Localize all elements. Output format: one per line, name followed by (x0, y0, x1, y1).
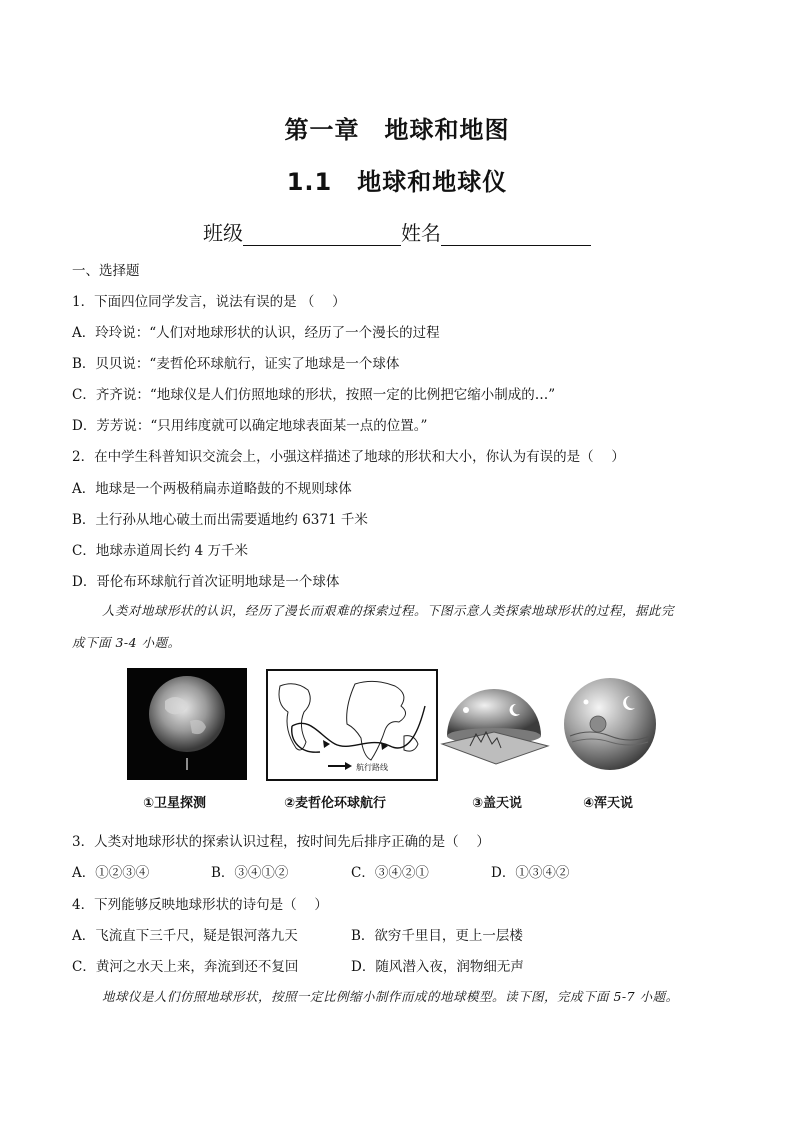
q4-option-d[interactable]: D．随风潜入夜，润物细无声 (351, 959, 524, 975)
q2-option-b[interactable]: B．土行孙从地心破土而出需要遁地约 6371 千米 (72, 512, 368, 528)
section-label: 一、选择题 (72, 263, 140, 279)
class-label: 班级 (203, 221, 243, 245)
q1-option-d[interactable]: D．芳芳说：“只用纬度就可以确定地球表面某一点的位置。” (72, 418, 428, 434)
q4-option-c[interactable]: C．黄河之水天上来，奔流到还不复回 (72, 959, 299, 975)
q2-option-d[interactable]: D．哥伦布环球航行首次证明地球是一个球体 (72, 574, 340, 590)
q4-option-a[interactable]: A．飞流直下三千尺，疑是银河落九天 (72, 928, 298, 944)
q2-option-c[interactable]: C．地球赤道周长约 4 万千米 (72, 543, 249, 559)
intro-3-4-line2: 成下面 3-4 小题。 (72, 635, 181, 650)
q1-option-b[interactable]: B．贝贝说：“麦哲伦环球航行，证实了地球是一个球体 (72, 356, 400, 372)
name-blank[interactable] (441, 223, 591, 246)
q1-stem: 1．下面四位同学发言，说法有误的是 （ ） (72, 294, 346, 310)
caption-armillary: ④浑天说 (583, 796, 634, 811)
satellite-earth-image (127, 668, 247, 780)
chapter-title: 第一章 地球和地图 (284, 116, 510, 144)
class-blank[interactable] (243, 223, 401, 246)
magellan-route-map (267, 670, 437, 780)
q2-stem: 2．在中学生科普知识交流会上，小强这样描述了地球的形状和大小，你认为有误的是（ ） (72, 449, 625, 465)
map-legend-label: 航行路线 (356, 763, 388, 772)
caption-canopy: ③盖天说 (472, 796, 523, 811)
armillary-heaven-model (564, 678, 656, 770)
q4-stem: 4．下列能够反映地球形状的诗句是（ ） (72, 897, 328, 913)
canopy-heaven-model (442, 689, 548, 764)
q3-option-a[interactable]: A．①②③④ (72, 865, 150, 881)
q1-option-a[interactable]: A．玲玲说：“人们对地球形状的认识，经历了一个漫长的过程 (72, 325, 440, 341)
q3-stem: 3．人类对地球形状的探索认识过程，按时间先后排序正确的是（ ） (72, 834, 490, 850)
class-name-line (0, 217, 794, 246)
caption-magellan: ②麦哲伦环球航行 (284, 796, 387, 811)
q4-option-b[interactable]: B．欲穷千里目，更上一层楼 (351, 928, 523, 944)
q3-option-b[interactable]: B．③④①② (211, 865, 289, 881)
caption-satellite: ①卫星探测 (143, 796, 207, 811)
intro-5-7: 地球仪是人们仿照地球形状，按照一定比例缩小制作而成的地球模型。读下图，完成下面 5-7 小题。 (102, 989, 679, 1004)
name-label: 姓名 (401, 221, 441, 245)
q3-option-c[interactable]: C．③④②① (351, 865, 429, 881)
intro-3-4-line1: 人类对地球形状的认识，经历了漫长而艰难的探索过程。下图示意人类探索地球形状的过程，据此完 (102, 603, 675, 618)
q3-option-d[interactable]: D．①③④② (491, 865, 570, 881)
section-title: 1.1 地球和地球仪 (286, 168, 508, 196)
q2-option-a[interactable]: A．地球是一个两极稍扁赤道略鼓的不规则球体 (72, 481, 352, 497)
q1-option-c[interactable]: C．齐齐说：“地球仪是人们仿照地球的形状，按照一定的比例把它缩小制成的…” (72, 387, 556, 403)
